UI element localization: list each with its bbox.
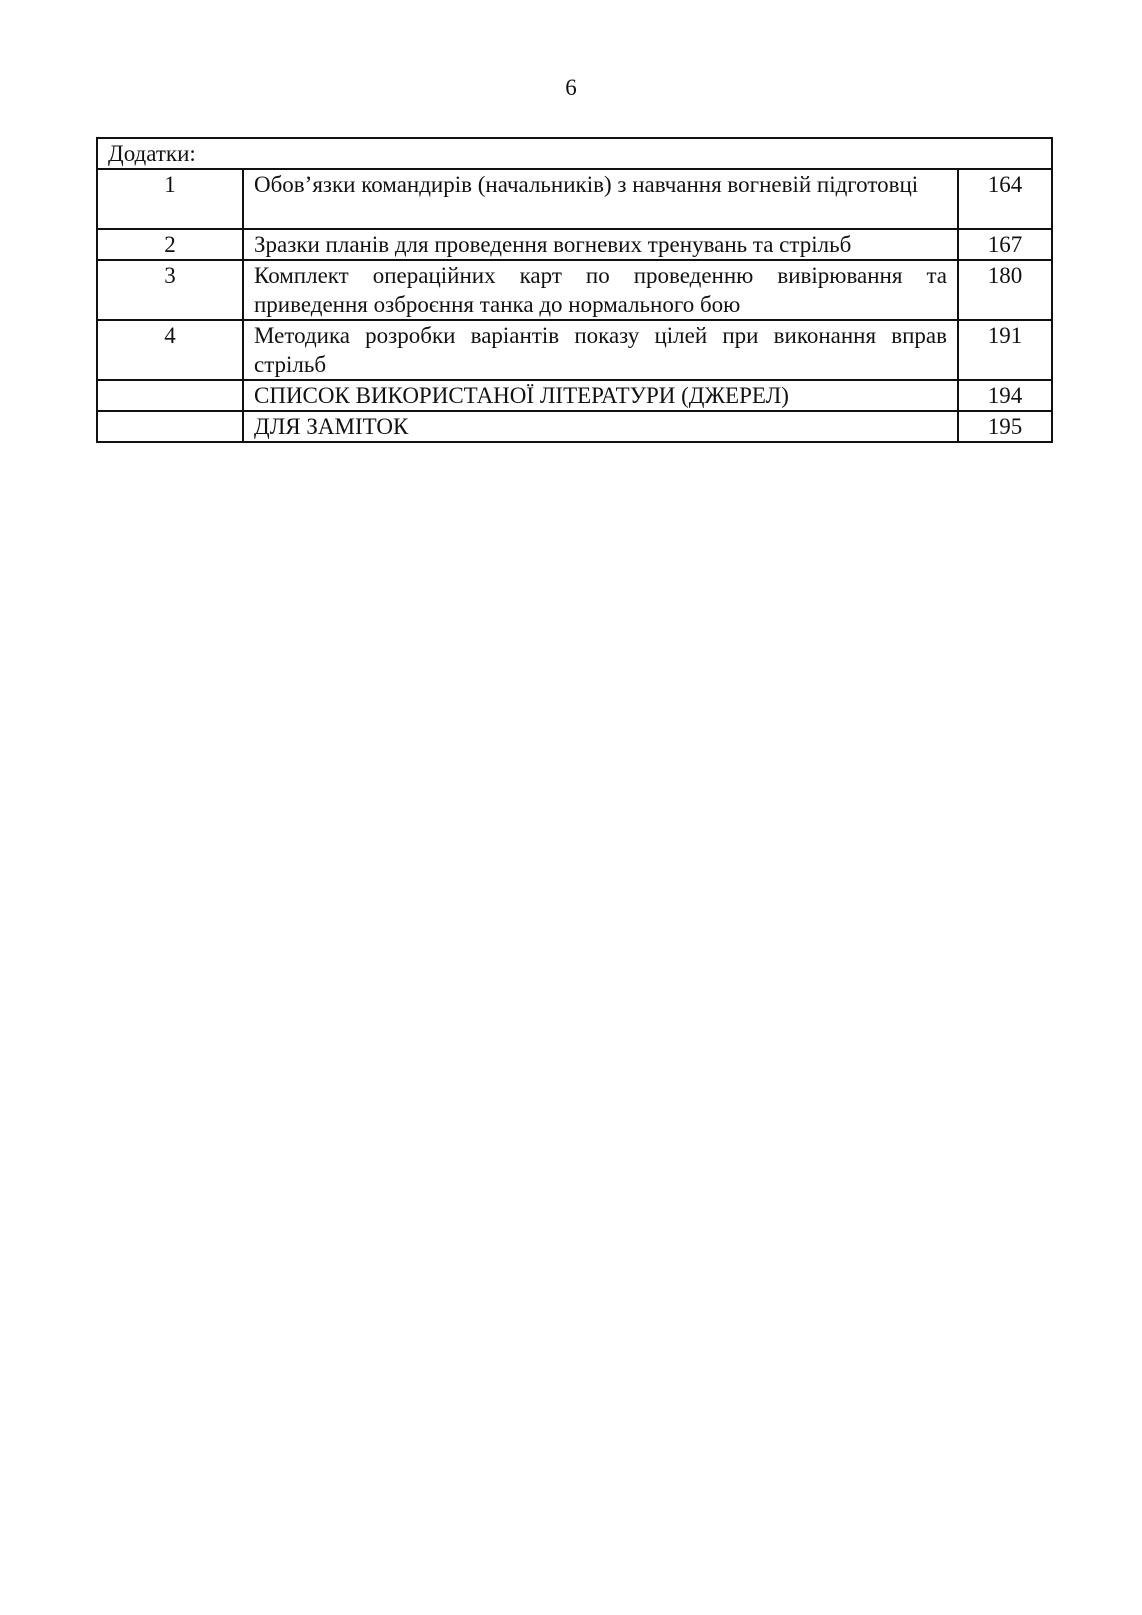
appendix-page: 180 xyxy=(958,260,1052,320)
table-row xyxy=(97,229,1052,260)
section-header: Додатки: xyxy=(97,138,1052,169)
notes-page: 195 xyxy=(958,411,1052,442)
appendix-page: 164 xyxy=(958,169,1052,229)
page-number: 6 xyxy=(565,75,577,100)
table-row xyxy=(97,411,1052,442)
references-title: СПИСОК ВИКОРИСТАНОЇ ЛІТЕРАТУРИ (ДЖЕРЕЛ) xyxy=(243,380,958,411)
appendix-number: 1 xyxy=(97,169,243,229)
appendix-title: Методика розробки варіантів показу цілей при виконання вправ стрільб xyxy=(243,320,958,380)
table-row xyxy=(97,169,1052,229)
table-row xyxy=(97,260,1052,320)
appendix-number xyxy=(97,411,243,442)
references-page: 194 xyxy=(958,380,1052,411)
appendix-title: Обов’язки командирів (начальників) з навчання вогневій підготовці xyxy=(243,169,958,229)
appendix-title: Зразки планів для проведення вогневих тренувань та стрільб xyxy=(243,229,958,260)
appendix-number xyxy=(97,380,243,411)
notes-title: ДЛЯ ЗАМІТОК xyxy=(243,411,958,442)
toc-header-row xyxy=(97,138,1052,169)
appendix-number: 3 xyxy=(97,260,243,320)
appendix-page: 191 xyxy=(958,320,1052,380)
table-row xyxy=(97,380,1052,411)
appendix-toc-table xyxy=(96,137,1053,443)
appendix-title: Комплект операційних карт по проведенню вивірювання та приведення озброєння танка до нормального бою xyxy=(243,260,958,320)
appendix-page: 167 xyxy=(958,229,1052,260)
table-row xyxy=(97,320,1052,380)
appendix-number: 2 xyxy=(97,229,243,260)
appendix-number: 4 xyxy=(97,320,243,380)
